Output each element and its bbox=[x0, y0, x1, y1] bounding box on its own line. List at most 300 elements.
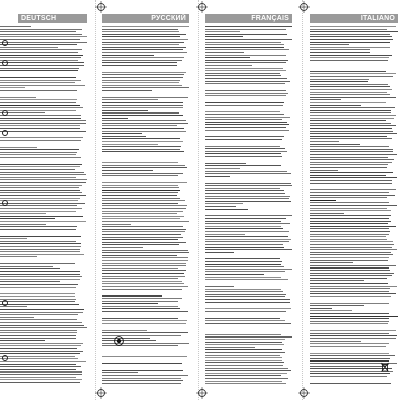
text-line bbox=[205, 193, 285, 194]
text-line bbox=[310, 162, 392, 163]
column-french bbox=[205, 0, 292, 400]
text-line bbox=[0, 246, 81, 247]
text-line bbox=[205, 176, 230, 177]
text-line bbox=[310, 86, 390, 87]
text-line bbox=[0, 224, 46, 225]
text-line bbox=[0, 149, 79, 150]
text-line bbox=[0, 31, 76, 32]
text-line bbox=[310, 81, 368, 82]
text-line bbox=[205, 228, 283, 229]
text-line bbox=[0, 174, 86, 175]
text-line bbox=[102, 298, 182, 299]
text-line bbox=[310, 202, 389, 203]
text-line bbox=[102, 31, 179, 32]
text-line bbox=[205, 239, 291, 240]
text-line bbox=[310, 358, 390, 359]
text-line bbox=[205, 279, 288, 280]
text-line bbox=[102, 278, 178, 279]
text-line bbox=[205, 289, 281, 290]
text-line bbox=[0, 274, 80, 275]
text-line bbox=[0, 332, 77, 333]
text-line bbox=[205, 368, 288, 369]
text-line bbox=[310, 305, 364, 306]
text-line bbox=[205, 130, 289, 131]
text-line bbox=[102, 270, 186, 271]
text-line bbox=[310, 228, 389, 229]
text-line bbox=[205, 42, 281, 43]
margin-symbol-icon bbox=[2, 200, 8, 206]
text-line bbox=[310, 167, 387, 168]
text-line bbox=[102, 203, 178, 204]
text-line bbox=[0, 152, 77, 153]
text-line bbox=[0, 131, 86, 132]
text-line bbox=[310, 73, 396, 74]
text-line bbox=[0, 62, 84, 63]
text-line bbox=[0, 304, 79, 305]
registration-crosshair-icon bbox=[298, 1, 310, 13]
text-line bbox=[310, 236, 386, 237]
text-line bbox=[0, 203, 85, 204]
text-line bbox=[310, 341, 361, 342]
text-line bbox=[310, 34, 390, 35]
text-line bbox=[102, 72, 186, 73]
text-line bbox=[205, 215, 292, 216]
text-line bbox=[0, 115, 81, 116]
text-line bbox=[102, 77, 183, 78]
text-line bbox=[310, 239, 387, 240]
text-line bbox=[0, 60, 78, 61]
text-line bbox=[205, 339, 285, 340]
text-line bbox=[205, 183, 291, 184]
fold-line bbox=[95, 0, 96, 400]
text-line bbox=[102, 26, 189, 27]
text-line bbox=[0, 268, 60, 269]
text-line bbox=[0, 166, 80, 167]
text-line bbox=[102, 29, 178, 30]
text-line bbox=[0, 164, 82, 165]
text-line bbox=[205, 62, 286, 63]
text-line bbox=[102, 356, 187, 357]
text-line bbox=[102, 244, 179, 245]
text-line bbox=[310, 283, 388, 284]
text-line bbox=[310, 346, 386, 347]
text-line bbox=[0, 293, 75, 294]
text-line bbox=[0, 118, 81, 119]
text-line bbox=[102, 107, 183, 108]
text-line bbox=[0, 254, 84, 255]
text-line bbox=[310, 278, 387, 279]
text-line bbox=[102, 375, 188, 376]
text-line bbox=[310, 138, 392, 139]
text-line bbox=[102, 195, 177, 196]
text-line bbox=[310, 159, 394, 160]
text-line bbox=[0, 39, 80, 40]
text-line bbox=[0, 340, 45, 341]
text-line bbox=[0, 299, 76, 300]
text-line bbox=[0, 52, 78, 53]
text-line bbox=[310, 296, 391, 297]
text-line bbox=[310, 383, 391, 384]
text-line bbox=[102, 221, 189, 222]
text-line bbox=[310, 366, 386, 367]
text-line bbox=[205, 114, 284, 115]
text-line bbox=[0, 190, 80, 191]
text-line bbox=[310, 79, 369, 80]
text-line bbox=[102, 224, 131, 225]
text-line bbox=[205, 153, 281, 154]
text-line bbox=[0, 374, 82, 375]
column-header-russian: РУССКИЙ bbox=[102, 14, 189, 23]
text-line bbox=[205, 302, 290, 303]
text-line bbox=[0, 284, 78, 285]
text-line bbox=[102, 144, 158, 145]
text-line bbox=[205, 57, 250, 58]
text-line bbox=[0, 249, 80, 250]
text-line bbox=[0, 218, 55, 219]
registration-crosshair-icon bbox=[196, 387, 208, 399]
text-line bbox=[102, 311, 188, 312]
text-line bbox=[0, 90, 77, 91]
text-line bbox=[102, 208, 186, 209]
text-line bbox=[102, 175, 178, 176]
text-line bbox=[205, 151, 287, 152]
text-line bbox=[205, 266, 284, 267]
text-line bbox=[102, 170, 153, 171]
text-line bbox=[102, 115, 183, 116]
text-line bbox=[205, 344, 284, 345]
text-line bbox=[310, 133, 397, 134]
text-line bbox=[102, 205, 187, 206]
text-line bbox=[205, 342, 282, 343]
registration-crosshair-icon bbox=[95, 1, 107, 13]
text-line bbox=[0, 70, 78, 71]
text-line bbox=[310, 210, 391, 211]
text-line bbox=[0, 358, 78, 359]
text-line bbox=[205, 52, 244, 53]
text-line bbox=[0, 213, 46, 214]
text-line bbox=[102, 151, 184, 152]
text-line bbox=[102, 370, 183, 371]
text-line bbox=[205, 93, 288, 94]
text-line bbox=[205, 102, 284, 103]
text-line bbox=[205, 209, 248, 210]
text-line bbox=[0, 312, 83, 313]
text-line bbox=[205, 136, 284, 137]
text-line bbox=[102, 102, 183, 103]
text-line bbox=[205, 349, 282, 350]
text-line bbox=[310, 125, 396, 126]
text-line bbox=[0, 208, 82, 209]
text-line bbox=[205, 299, 290, 300]
text-line bbox=[205, 206, 236, 207]
text-line bbox=[0, 263, 75, 264]
text-line bbox=[310, 288, 390, 289]
text-line bbox=[205, 258, 280, 259]
text-line bbox=[205, 124, 289, 125]
text-line bbox=[0, 42, 87, 43]
text-line bbox=[102, 57, 184, 58]
text-line bbox=[102, 138, 180, 139]
text-line bbox=[102, 257, 188, 258]
text-line bbox=[0, 271, 80, 272]
text-line bbox=[310, 97, 396, 98]
text-line bbox=[0, 330, 77, 331]
text-line bbox=[205, 318, 280, 319]
text-line bbox=[0, 379, 82, 380]
text-line bbox=[0, 110, 76, 111]
text-line bbox=[310, 71, 386, 72]
text-line bbox=[310, 136, 387, 137]
text-line bbox=[102, 44, 179, 45]
text-line bbox=[102, 218, 180, 219]
text-line bbox=[205, 81, 290, 82]
text-line bbox=[310, 115, 396, 116]
text-line bbox=[205, 277, 281, 278]
text-line bbox=[310, 355, 395, 356]
text-line bbox=[0, 382, 80, 383]
text-line bbox=[102, 128, 184, 129]
column-header-french: FRANÇAIS bbox=[205, 14, 292, 23]
text-line bbox=[0, 238, 27, 239]
text-line bbox=[102, 39, 188, 40]
text-line bbox=[102, 276, 185, 277]
text-line bbox=[310, 192, 389, 193]
text-line bbox=[310, 273, 394, 274]
text-line bbox=[102, 263, 186, 264]
text-line bbox=[102, 213, 177, 214]
text-line bbox=[205, 373, 287, 374]
text-line bbox=[102, 131, 186, 132]
text-line bbox=[205, 39, 292, 40]
text-line bbox=[102, 55, 154, 56]
text-line bbox=[102, 125, 177, 126]
text-line bbox=[205, 171, 287, 172]
text-line bbox=[0, 338, 76, 339]
text-line bbox=[205, 274, 264, 275]
text-line bbox=[0, 55, 83, 56]
text-line bbox=[0, 200, 78, 201]
text-line bbox=[310, 303, 389, 304]
text-line bbox=[205, 347, 255, 348]
text-line bbox=[0, 140, 81, 141]
text-line bbox=[310, 205, 397, 206]
text-line bbox=[0, 361, 86, 362]
text-line bbox=[310, 105, 361, 106]
text-line bbox=[102, 99, 158, 100]
text-line bbox=[310, 60, 388, 61]
text-line bbox=[102, 52, 187, 53]
text-line bbox=[205, 294, 286, 295]
text-line bbox=[0, 26, 31, 27]
text-line bbox=[102, 162, 178, 163]
text-line bbox=[310, 318, 389, 319]
text-line bbox=[102, 87, 189, 88]
text-line bbox=[0, 29, 82, 30]
certification-mark-icon bbox=[114, 336, 124, 346]
text-line bbox=[310, 118, 394, 119]
text-line bbox=[205, 36, 243, 37]
text-line bbox=[310, 291, 389, 292]
text-line bbox=[0, 325, 84, 326]
text-line bbox=[102, 378, 181, 379]
text-line bbox=[0, 279, 80, 280]
text-line bbox=[0, 44, 77, 45]
text-line bbox=[310, 275, 392, 276]
text-line bbox=[0, 216, 83, 217]
text-line bbox=[102, 133, 142, 134]
text-line bbox=[0, 125, 80, 126]
text-line bbox=[205, 168, 240, 169]
text-line bbox=[0, 147, 37, 148]
text-line bbox=[310, 376, 387, 377]
text-line bbox=[205, 381, 282, 382]
text-line bbox=[205, 201, 291, 202]
text-line bbox=[205, 78, 287, 79]
text-line bbox=[310, 42, 390, 43]
text-line bbox=[102, 338, 150, 339]
text-line bbox=[102, 182, 187, 183]
text-line bbox=[0, 356, 75, 357]
text-line bbox=[102, 167, 187, 168]
text-line bbox=[205, 55, 286, 56]
text-line bbox=[102, 211, 183, 212]
text-line bbox=[205, 83, 285, 84]
column-russian bbox=[102, 0, 189, 400]
text-line bbox=[205, 26, 292, 27]
text-line bbox=[0, 205, 77, 206]
text-line bbox=[205, 185, 292, 186]
text-line bbox=[310, 353, 389, 354]
text-line bbox=[205, 234, 245, 235]
text-line bbox=[310, 293, 396, 294]
text-line bbox=[0, 123, 86, 124]
text-line bbox=[0, 34, 82, 35]
body-text-deutsch bbox=[0, 26, 87, 386]
text-line bbox=[310, 223, 388, 224]
text-line bbox=[102, 80, 180, 81]
text-line bbox=[102, 118, 128, 119]
text-line bbox=[102, 90, 152, 91]
text-line bbox=[205, 311, 286, 312]
text-line bbox=[205, 47, 284, 48]
text-line bbox=[0, 128, 80, 129]
text-line bbox=[310, 47, 390, 48]
text-line bbox=[310, 49, 370, 50]
text-line bbox=[102, 320, 187, 321]
text-line bbox=[310, 226, 396, 227]
text-line bbox=[205, 95, 286, 96]
text-line bbox=[102, 383, 181, 384]
text-line bbox=[310, 257, 389, 258]
text-line bbox=[0, 353, 80, 354]
text-line bbox=[205, 127, 286, 128]
text-line bbox=[102, 273, 184, 274]
text-line bbox=[205, 336, 292, 337]
text-line bbox=[205, 173, 291, 174]
text-line bbox=[0, 85, 85, 86]
text-line bbox=[102, 60, 182, 61]
text-line bbox=[310, 112, 391, 113]
body-text-italian bbox=[310, 26, 398, 386]
text-line bbox=[205, 375, 281, 376]
column-italian bbox=[310, 0, 398, 400]
text-line bbox=[102, 330, 147, 331]
text-line bbox=[0, 80, 81, 81]
margin-symbol-icon bbox=[2, 130, 8, 136]
text-line bbox=[310, 252, 391, 253]
text-line bbox=[310, 247, 392, 248]
text-line bbox=[205, 370, 291, 371]
text-line bbox=[102, 301, 178, 302]
text-line bbox=[310, 195, 395, 196]
text-line bbox=[102, 165, 185, 166]
text-line bbox=[0, 77, 76, 78]
text-line bbox=[310, 208, 387, 209]
text-line bbox=[102, 363, 182, 364]
text-line bbox=[102, 286, 188, 287]
text-line bbox=[0, 154, 76, 155]
text-line bbox=[102, 192, 178, 193]
text-line bbox=[310, 215, 391, 216]
text-line bbox=[205, 73, 280, 74]
text-line bbox=[205, 44, 284, 45]
text-line bbox=[205, 29, 286, 30]
text-line bbox=[310, 102, 386, 103]
text-line bbox=[310, 177, 397, 178]
text-line bbox=[310, 84, 388, 85]
text-line bbox=[102, 255, 177, 256]
body-text-russian bbox=[102, 26, 189, 386]
text-line bbox=[0, 348, 77, 349]
text-line bbox=[205, 65, 252, 66]
text-line bbox=[102, 308, 180, 309]
text-line bbox=[102, 234, 181, 235]
text-line bbox=[102, 120, 186, 121]
text-line bbox=[205, 360, 282, 361]
text-line bbox=[205, 198, 289, 199]
text-line bbox=[205, 383, 286, 384]
text-line bbox=[0, 102, 76, 103]
text-line bbox=[205, 308, 291, 309]
text-line bbox=[0, 105, 80, 106]
text-line bbox=[205, 357, 282, 358]
text-line bbox=[0, 68, 79, 69]
text-line bbox=[0, 182, 86, 183]
text-line bbox=[310, 321, 389, 322]
text-line bbox=[310, 270, 390, 271]
text-line bbox=[102, 231, 185, 232]
text-line bbox=[310, 44, 349, 45]
text-line bbox=[102, 97, 188, 98]
text-line bbox=[0, 36, 87, 37]
text-line bbox=[310, 316, 398, 317]
text-line bbox=[205, 334, 281, 335]
fold-line bbox=[302, 0, 303, 400]
text-line bbox=[0, 229, 76, 230]
text-line bbox=[0, 179, 87, 180]
text-line bbox=[102, 82, 179, 83]
text-line bbox=[0, 364, 76, 365]
text-line bbox=[205, 264, 281, 265]
text-line bbox=[102, 283, 184, 284]
text-line bbox=[310, 52, 370, 53]
text-line bbox=[102, 42, 184, 43]
registration-crosshair-icon bbox=[95, 387, 107, 399]
text-line bbox=[310, 231, 390, 232]
text-line bbox=[205, 362, 284, 363]
text-line bbox=[310, 260, 388, 261]
text-line bbox=[102, 306, 178, 307]
